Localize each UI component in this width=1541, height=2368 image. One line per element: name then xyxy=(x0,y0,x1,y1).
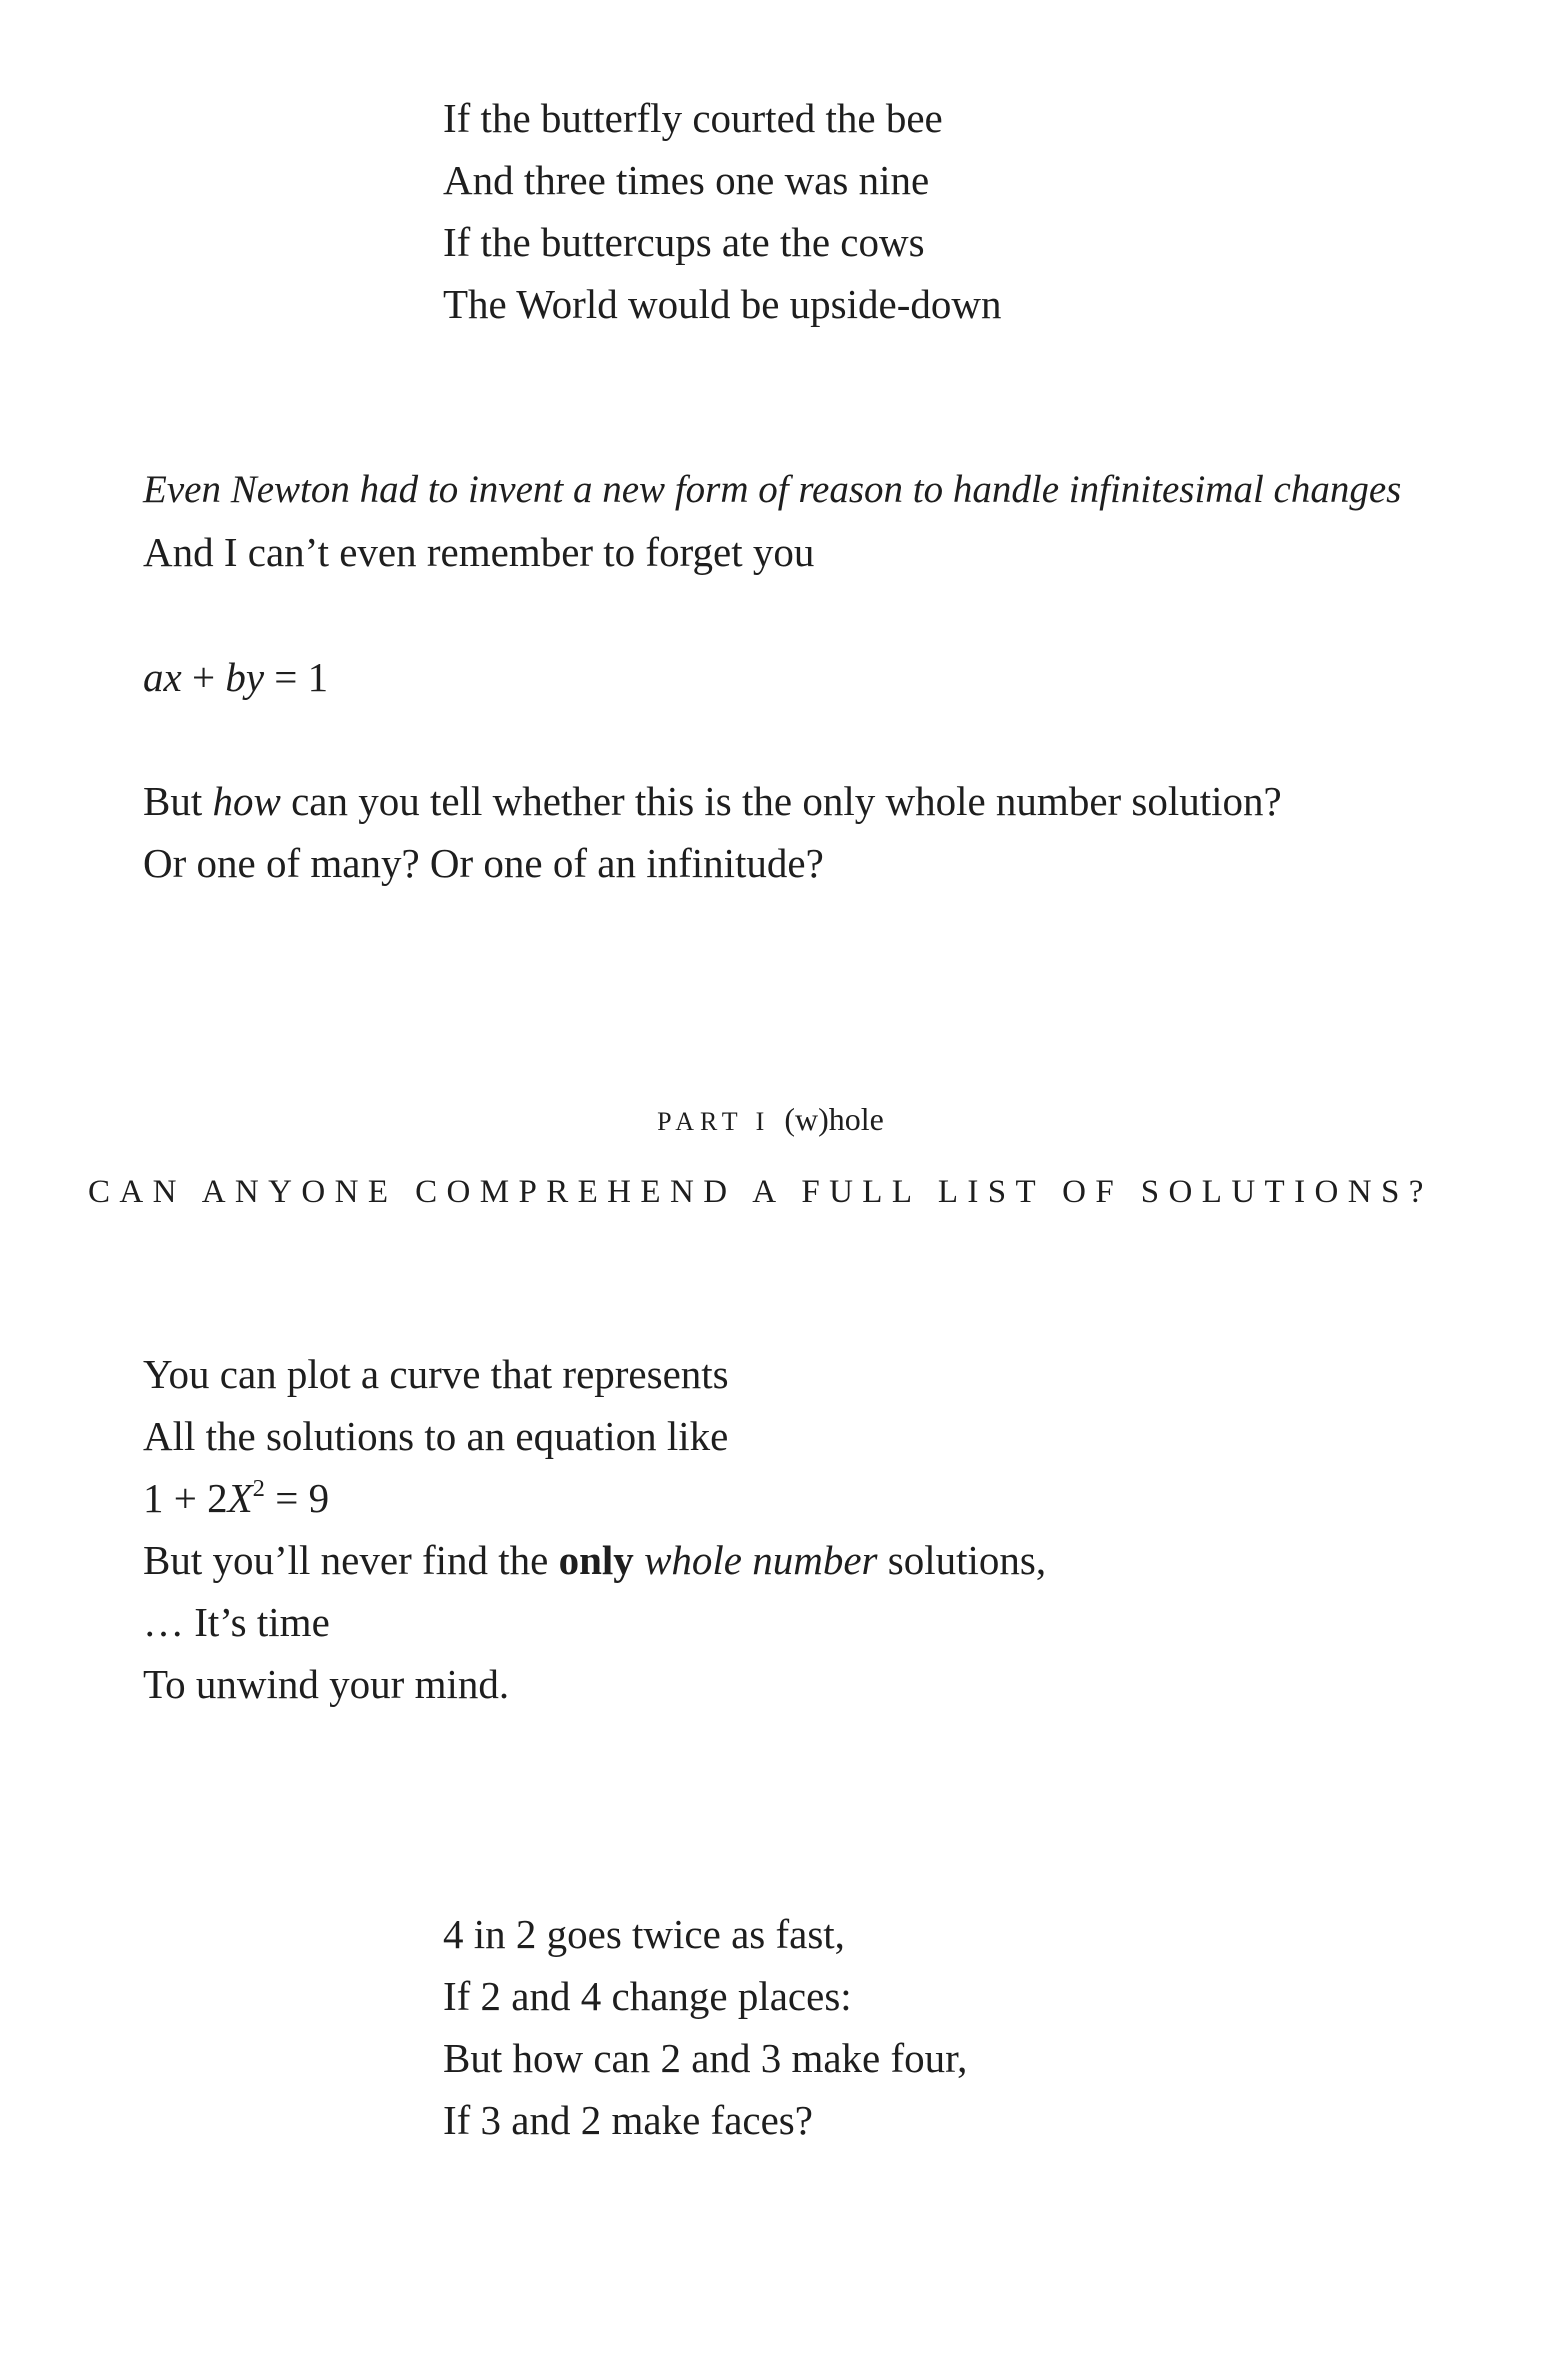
question-line-2: Or one of many? Or one of an infinitude? xyxy=(143,840,824,886)
curve-line-5: … It’s time xyxy=(143,1599,330,1645)
equation-term-by: by xyxy=(225,654,265,700)
stanza-2-line-2: If 2 and 4 change places: xyxy=(443,1973,852,2019)
question-emph: how xyxy=(212,778,281,824)
stanza-1-line-4: The World would be upside-down xyxy=(443,281,1002,327)
part-label: PART I xyxy=(657,1107,771,1136)
curve-line-4-suffix: solutions, xyxy=(877,1537,1047,1583)
curve-equation-exponent: 2 xyxy=(252,1475,265,1503)
question-prefix: But xyxy=(143,778,213,824)
curve-equation xyxy=(143,1475,330,1521)
curve-line-2: All the solutions to an equation like xyxy=(143,1413,729,1459)
curve-equation-prefix: 1 + 2 xyxy=(143,1475,228,1521)
curve-line-4-emph: whole number xyxy=(644,1537,878,1583)
question-suffix: can you tell whether this is the only whole number solution? xyxy=(280,778,1282,824)
stanza-2-line-3: But how can 2 and 3 make four, xyxy=(443,2035,968,2081)
stanza-1-line-1: If the butterfly courted the bee xyxy=(443,95,943,141)
curve-equation-suffix: = 9 xyxy=(264,1475,330,1521)
question-line-1 xyxy=(143,778,1282,824)
curve-line-4-prefix: But you’ll never find the xyxy=(143,1537,559,1583)
curve-line-6: To unwind your mind. xyxy=(143,1661,510,1707)
curve-equation-var: X xyxy=(227,1475,253,1521)
equation-rest: = 1 xyxy=(264,654,329,700)
curve-line-4-space xyxy=(634,1537,644,1583)
stanza-2-line-4: If 3 and 2 make faces? xyxy=(443,2097,813,2143)
stanza-1-line-3: If the buttercups ate the cows xyxy=(443,219,925,265)
equation-term-ax: ax xyxy=(143,654,182,700)
part-title: (w)hole xyxy=(784,1101,884,1137)
equation-plus: + xyxy=(181,654,226,700)
stanza-2-line-1: 4 in 2 goes twice as fast, xyxy=(443,1911,845,1957)
curve-line-4 xyxy=(143,1537,1047,1583)
equation-ax-by xyxy=(143,654,329,700)
stanza-1-line-2: And three times one was nine xyxy=(443,157,930,203)
newton-italic-line: Even Newton had to invent a new form of reason to handle infinitesimal changes xyxy=(143,468,1402,511)
section-heading: CAN ANYONE COMPREHEND A FULL LIST OF SOLUTIONS? xyxy=(88,1174,1433,1210)
part-heading xyxy=(0,1103,1541,1136)
newton-line-2: And I can’t even remember to forget you xyxy=(143,529,815,575)
curve-line-4-bold: only xyxy=(558,1537,634,1583)
curve-line-1: You can plot a curve that represents xyxy=(143,1351,729,1397)
